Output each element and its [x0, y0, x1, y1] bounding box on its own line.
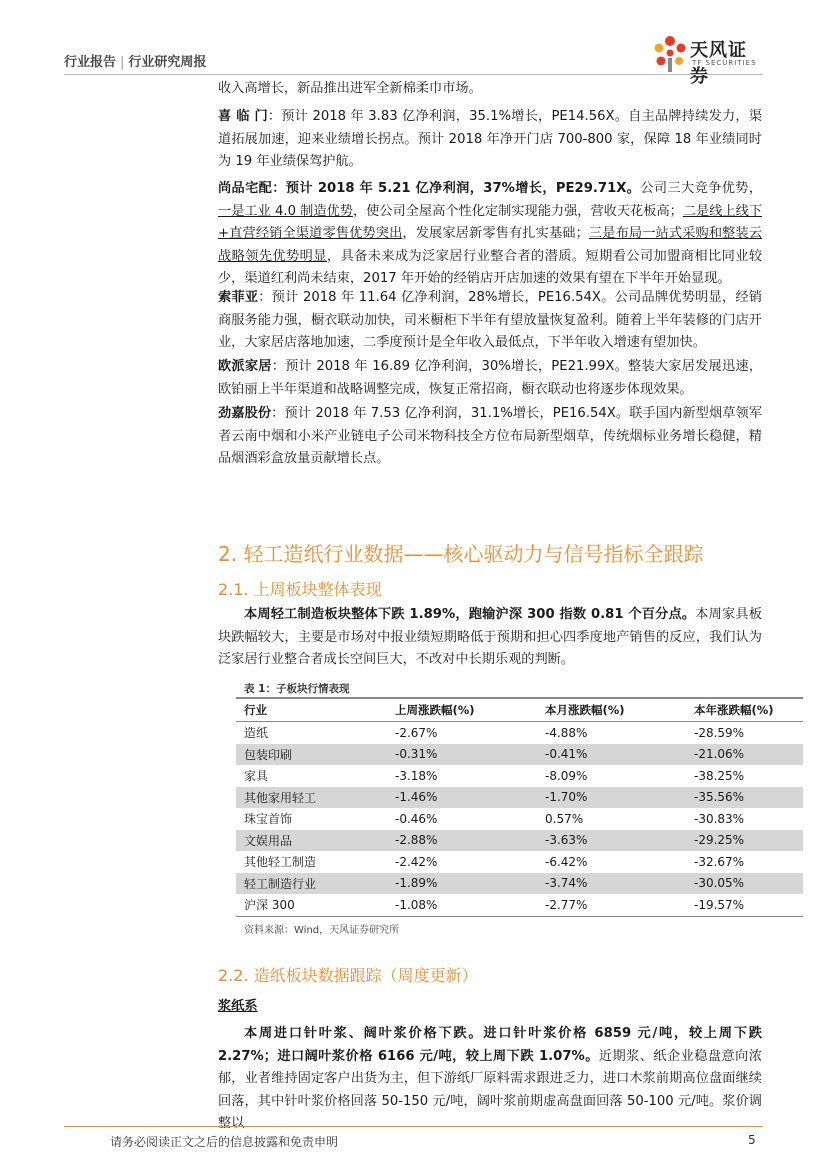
table-header-row [236, 698, 803, 722]
section-2-2-heading: 2.2. 造纸板块数据跟踪（周度更新） [218, 966, 478, 985]
section-2-2-paragraph: 本周进口针叶浆、阔叶浆价格下跌。进口针叶浆价格 6859 元/吨，较上周下跌 2.27%；进口阔叶浆价格 6166 元/吨，较上周下跌 1.07%。近期浆、纸企业稳盘意向浓郁，业者维持固定客户出货为主，但下游纸厂原料需求跟进乏力，进口木浆前期高位盘面继续回落，其中针叶浆价格回落 50-150 元/吨，阔叶浆前期虚高盘面回落 50-100 元/吨。浆价调整以 [218, 1026, 762, 1132]
pulp-paper-subheading: 浆纸系 [218, 999, 258, 1014]
body-paragraph-sofia: 索菲亚：预计 2018 年 11.64 亿净利润，28%增长，PE16.54X。公司品牌优势明显，经销商服务能力强，橱衣联动加快，司米橱柜下半年有望放量恢复盈利。随着上半年装修的门店开业，大家居店落地加速，二季度预计是全年收入最低点，下半年收入增速有望加快。 [218, 290, 762, 351]
logo-name-en: TF SECURITIES [692, 59, 757, 67]
section-2-1-heading: 2.1. 上周板块整体表现 [218, 580, 382, 599]
header-divider [64, 74, 763, 75]
flower-logo-icon [652, 34, 688, 74]
report-category [64, 51, 206, 70]
table-row: 轻工制造行业 -1.89% -3.74% -30.05% [236, 873, 803, 895]
table-caption: 表 1：子板块行情表现 [244, 683, 350, 695]
col-header-weekly: 上周涨跌幅(%) [387, 698, 537, 722]
table-row: 其他轻工制造 -2.42% -6.42% -32.67% [244, 854, 745, 870]
footer-divider [64, 1126, 763, 1127]
page-number: 5 [748, 1133, 756, 1147]
logo-name-cn: 天风证券 [690, 40, 747, 87]
company-name: 喜 临 门 [218, 109, 268, 124]
subsector-performance-table [236, 697, 803, 917]
section-2-heading: 2. 轻工造纸行业数据——核心驱动力与信号指标全跟踪 [218, 542, 704, 566]
table-row: 珠宝首饰 -0.46% 0.57% -30.83% [244, 811, 745, 827]
table-row: 包装印刷 -0.31% -0.41% -21.06% [236, 744, 803, 766]
company-lead: 尚品宅配：预计 2018 年 5.21 亿净利润，37%增长，PE29.71X。 [218, 181, 641, 196]
section-2-1-paragraph: 本周轻工制造板块整体下跌 1.89%，跑输沪深 300 指数 0.81 个百分点。本周家具板块跌幅较大，主要是市场对中报业绩短期略低于预期和担心四季度地产销售的反应，我们认为泛家居行业整合者成长空间巨大，不改对中长期乐观的判断。 [218, 607, 763, 668]
category-label: 行业报告 [64, 55, 117, 70]
body-paragraph-shangpin: 尚品宅配：预计 2018 年 5.21 亿净利润，37%增长，PE29.71X。公司三大竞争优势，一是工业 4.0 制造优势，使公司全屋高个性化定制实现能力强，营收天花板高；二是线上线下+直营经销全渠道零售优势突出，发展家居新零售有扎实基础；三是布局一站式采购和整装云战略领先优势明显，具备未来成为泛家居行业整合者的潜质。短期看公司加盟商相比同业较少，渠道红利尚未结束，2017 年开始的经销店开店加速的效果有望在下半年开始显现。 [218, 181, 763, 287]
body-paragraph-xilinmen: 喜 临 门：预计 2018 年 3.83 亿净利润，35.1%增长，PE14.56X。自主品牌持续发力，渠道拓展加速，迎来业绩增长拐点。预计 2018 年净开门店 700-800 家，保障 18 年业绩同时为 19 年业绩保驾护航。 [218, 109, 763, 170]
col-header-ytd: 本年涨跌幅(%) [686, 698, 803, 722]
col-header-monthly: 本月涨跌幅(%) [537, 698, 686, 722]
table-row: 其他家用轻工 -1.46% -1.70% -35.56% [236, 787, 803, 809]
company-name: 索菲亚 [218, 290, 259, 305]
table-source-note: 资料来源：Wind，天风证券研究所 [244, 925, 400, 936]
header-separator: | [120, 55, 125, 70]
tf-securities-logo [652, 34, 764, 87]
body-paragraph-0: 收入高增长，新品推出进军全新棉柔巾市场。 [218, 81, 482, 96]
body-paragraph-jinjia: 劲嘉股份：预计 2018 年 7.53 亿净利润，31.1%增长，PE16.54X。联手国内新型烟草领军者云南中烟和小米产业链电子公司米物科技全方位布局新型烟草，传统烟标业务增长稳健，精品烟酒彩盒放量贡献增长点。 [218, 406, 763, 467]
company-name: 欧派家居 [218, 359, 272, 374]
table-row: 文娱用品 -2.88% -3.63% -29.25% [236, 830, 803, 852]
col-header-sector: 行业 [236, 698, 387, 722]
disclaimer-notice: 请务必阅读正文之后的信息披露和免责申明 [110, 1135, 339, 1149]
table-row: 家具 -3.18% -8.09% -38.25% [244, 768, 745, 784]
table-row: 造纸 -2.67% -4.88% -28.59% [244, 725, 745, 741]
subcategory-label: 行业研究周报 [128, 55, 207, 70]
table-row: 沪深 300 -1.08% -2.77% -19.57% [236, 894, 803, 916]
company-name: 劲嘉股份 [218, 406, 272, 421]
body-paragraph-oppein: 欧派家居：预计 2018 年 16.89 亿净利润，30%增长，PE21.99X。整装大家居发展迅速，欧铂丽上半年渠道和战略调整完成，恢复正常招商，橱衣联动也将逐步体现效果。 [218, 359, 762, 397]
